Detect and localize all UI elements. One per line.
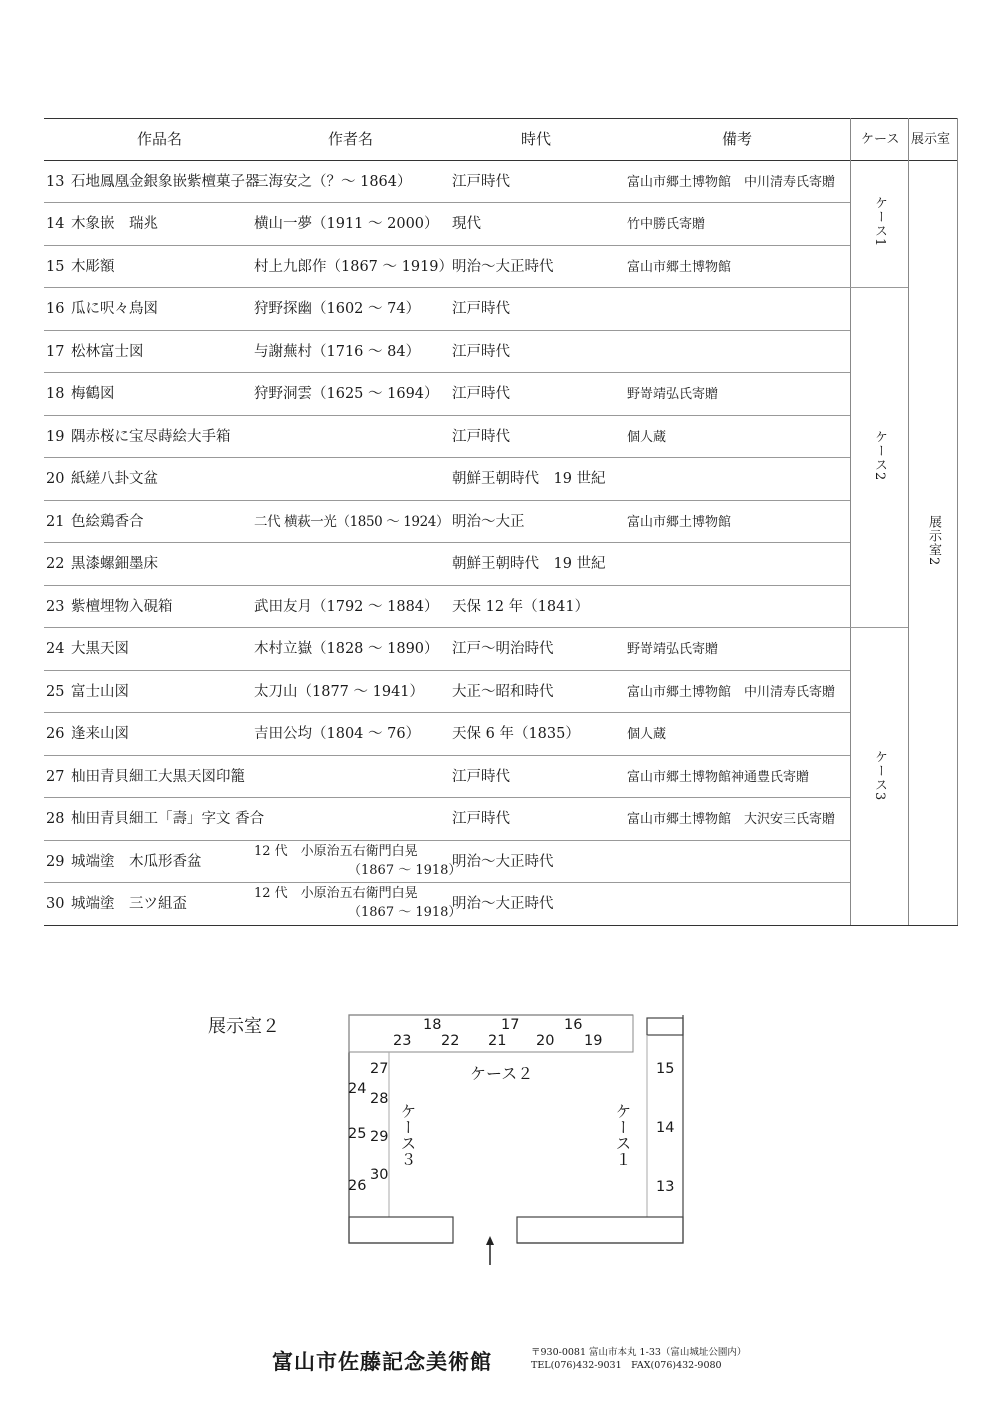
header-remarks: 備考 (722, 130, 753, 148)
artist-name: 村上九郎作（1867 ～ 1919） (254, 259, 454, 275)
map-number-15: 15 (656, 1061, 675, 1077)
map-number-16: 16 (564, 1017, 583, 1033)
row-number: 25 (46, 684, 65, 700)
header-period: 時代 (521, 130, 552, 148)
row-number: 23 (46, 599, 65, 615)
museum-address: 〒930-0081 富山市本丸 1-33（富山城址公園内） (531, 1347, 747, 1358)
period: 江戸時代 (452, 811, 510, 827)
row-number: 26 (46, 726, 65, 742)
work-title: 梅鶴図 (71, 386, 115, 402)
artist-years: （1867 ～ 1918） (348, 905, 462, 920)
artist-name: 狩野洞雲（1625 ～ 1694） (254, 386, 439, 402)
map-case-2-label: ケース２ (470, 1064, 534, 1083)
remarks: 野嵜靖弘氏寄贈 (627, 642, 719, 657)
map-number-17: 17 (501, 1017, 520, 1033)
case-label-1: ケース1 (872, 196, 887, 248)
artist-name: 横山一夢（1911 ～ 2000） (254, 216, 439, 232)
work-title: 隅赤桜に宝尽蒔絵大手箱 (71, 429, 231, 445)
museum-name: 富山市佐藤記念美術館 (272, 1349, 492, 1374)
map-number-26: 26 (348, 1178, 367, 1194)
work-title: 黒漆螺鈿墨床 (71, 556, 158, 572)
work-title: 大黒天図 (71, 641, 129, 657)
row-number: 29 (46, 854, 65, 870)
work-title: 木象嵌 瑞兆 (71, 216, 158, 232)
remarks: 野嵜靖弘氏寄贈 (627, 387, 719, 402)
room-label: 展示室2 (926, 515, 941, 567)
remarks: 富山市郷土博物館 大沢安三氏寄贈 (627, 812, 836, 827)
row-number: 24 (46, 641, 65, 657)
footer (0, 1330, 992, 1390)
period: 朝鮮王朝時代 19 世紀 (452, 471, 606, 487)
map-number-27: 27 (370, 1061, 389, 1077)
row-number: 18 (46, 386, 65, 402)
remarks: 富山市郷土博物館 (627, 515, 732, 530)
map-number-24: 24 (348, 1081, 367, 1097)
map-number-28: 28 (370, 1091, 389, 1107)
work-title: 城端塗 三ツ組盃 (71, 896, 187, 912)
map-number-21: 21 (488, 1033, 507, 1049)
artist-name: 与謝蕪村（1716 ～ 84） (254, 344, 421, 360)
work-title: 紫檀埋物入硯箱 (71, 599, 173, 615)
remarks: 富山市郷土博物館神通豊氏寄贈 (627, 770, 810, 785)
map-number-22: 22 (441, 1033, 460, 1049)
work-title: 逢来山図 (71, 726, 129, 742)
row-number: 22 (46, 556, 65, 572)
period: 天保 6 年（1835） (452, 726, 580, 742)
map-number-20: 20 (536, 1033, 555, 1049)
artist-name: 太刀山（1877 ～ 1941） (254, 684, 425, 700)
floor-map-title: 展示室２ (208, 1016, 280, 1037)
artist-name: 木村立嶽（1828 ～ 1890） (254, 641, 439, 657)
period: 江戸時代 (452, 386, 510, 402)
row-number: 20 (46, 471, 65, 487)
period: 江戸～明治時代 (452, 641, 554, 657)
map-case-1-label: ケース１ (613, 1103, 632, 1167)
header-case: ケース (861, 132, 900, 147)
period: 現代 (452, 216, 481, 232)
map-number-25: 25 (348, 1126, 367, 1142)
header-artist: 作者名 (328, 130, 374, 148)
case-label-3: ケース3 (872, 750, 887, 802)
artist-name: 狩野探幽（1602 ～ 74） (254, 301, 421, 317)
artist-name: 吉田公均（1804 ～ 76） (254, 726, 421, 742)
period: 明治～大正時代 (452, 259, 554, 275)
remarks: 個人蔵 (627, 727, 667, 742)
remarks: 個人蔵 (627, 430, 667, 445)
period: 江戸時代 (452, 301, 510, 317)
map-number-23: 23 (393, 1033, 412, 1049)
remarks: 富山市郷土博物館 中川清寿氏寄贈 (627, 685, 836, 700)
floor-plan-diagram (0, 960, 992, 1300)
period: 江戸時代 (452, 769, 510, 785)
map-number-14: 14 (656, 1120, 675, 1136)
row-number: 16 (46, 301, 65, 317)
header-room: 展示室 (911, 132, 951, 147)
row-number: 21 (46, 514, 65, 530)
remarks: 富山市郷土博物館 中川清寿氏寄贈 (627, 175, 836, 190)
map-number-13: 13 (656, 1179, 675, 1195)
artist-name: 12 代 小原治五右衛門白晃 (254, 886, 418, 901)
work-title: 城端塗 木瓜形香盆 (71, 854, 202, 870)
period: 江戸時代 (452, 174, 510, 190)
artist-name: 三海安之（？～ 1864） (254, 174, 412, 190)
period: 江戸時代 (452, 344, 510, 360)
work-title: 富士山図 (71, 684, 129, 700)
row-number: 13 (46, 174, 65, 190)
row-number: 17 (46, 344, 65, 360)
museum-contact: TEL(076)432-9031 FAX(076)432-9080 (531, 1360, 722, 1371)
artist-name: 二代 横萩一光（1850 ～ 1924） (254, 514, 450, 530)
row-number: 19 (46, 429, 65, 445)
period: 大正～昭和時代 (452, 684, 554, 700)
case-label-2: ケース2 (872, 430, 887, 482)
row-number: 15 (46, 259, 65, 275)
artist-name: 武田友月（1792 ～ 1884） (254, 599, 439, 615)
work-title: 色絵鶏香合 (71, 514, 144, 530)
remarks: 富山市郷土博物館 (627, 260, 732, 275)
map-number-29: 29 (370, 1129, 389, 1145)
map-number-19: 19 (584, 1033, 603, 1049)
period: 朝鮮王朝時代 19 世紀 (452, 556, 606, 572)
artist-name: 12 代 小原治五右衛門白晃 (254, 844, 418, 859)
work-title: 石地鳳凰金銀象嵌紫檀菓子器 (71, 174, 260, 190)
map-number-30: 30 (370, 1167, 389, 1183)
map-number-18: 18 (423, 1017, 442, 1033)
period: 明治～大正時代 (452, 896, 554, 912)
header-title: 作品名 (137, 130, 183, 148)
row-number: 28 (46, 811, 65, 827)
work-title: 杣田青貝細工大黒天図印籠 (71, 769, 245, 785)
work-title: 杣田青貝細工「壽」字文 香合 (71, 811, 265, 827)
work-title: 松林富士図 (71, 344, 144, 360)
period: 天保 12 年（1841） (452, 599, 590, 615)
artist-years: （1867 ～ 1918） (348, 863, 462, 878)
remarks: 竹中勝氏寄贈 (627, 217, 706, 232)
row-number: 27 (46, 769, 65, 785)
work-title: 紙縒八卦文盆 (71, 471, 158, 487)
floor-map (0, 960, 992, 1300)
row-number: 14 (46, 216, 65, 232)
map-case-3-label: ケース３ (398, 1103, 417, 1167)
period: 明治～大正 (452, 514, 525, 530)
row-number: 30 (46, 896, 65, 912)
work-title: 木彫額 (71, 259, 115, 275)
work-title: 瓜に呎々鳥図 (71, 301, 158, 317)
period: 明治～大正時代 (452, 854, 554, 870)
period: 江戸時代 (452, 429, 510, 445)
